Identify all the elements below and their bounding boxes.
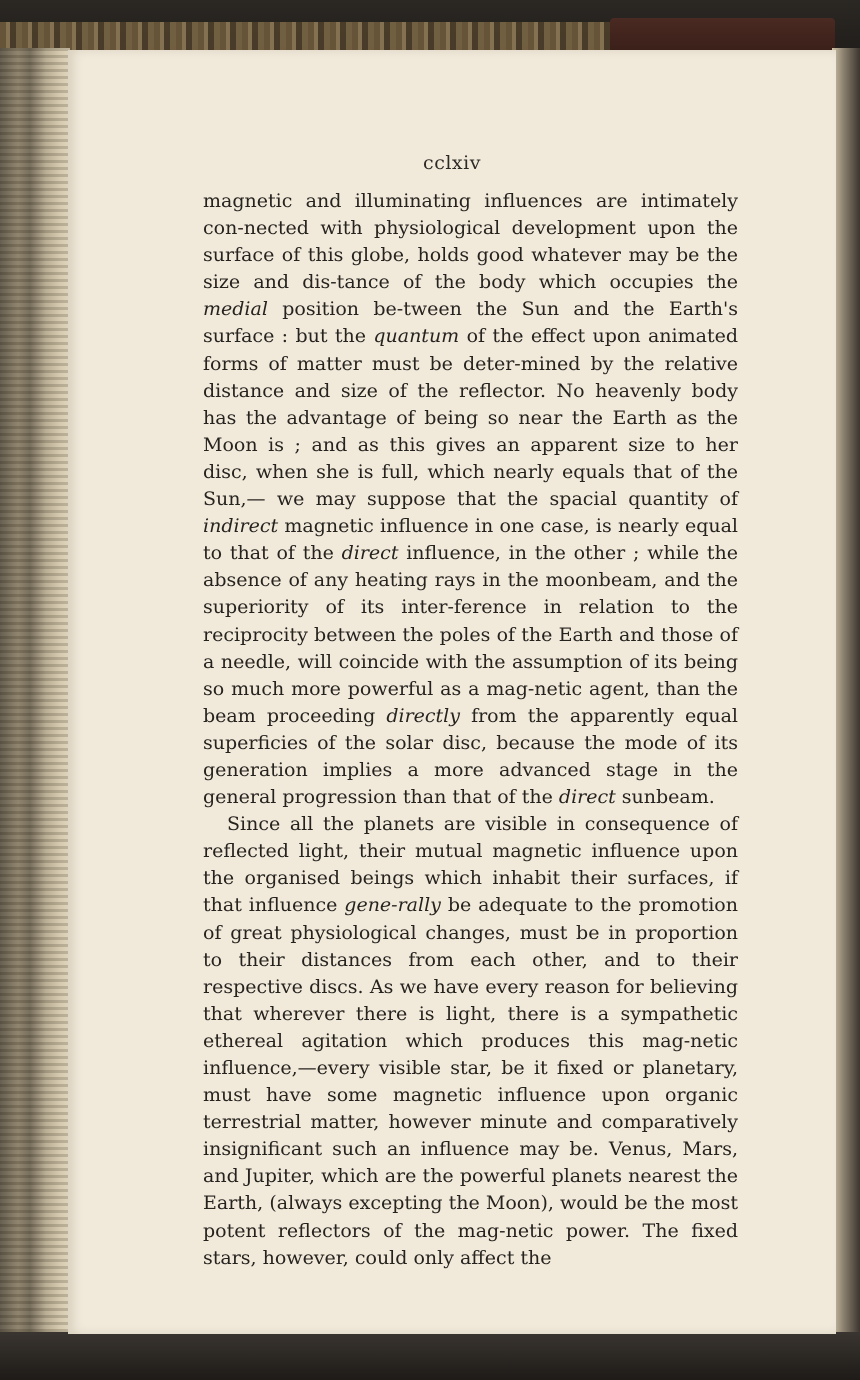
- italic-text: direct: [558, 786, 616, 809]
- italic-text: directly: [386, 704, 460, 727]
- page-edges-left: [0, 48, 70, 1348]
- italic-text: indirect: [203, 515, 279, 538]
- italic-text: gene-rally: [344, 894, 441, 917]
- bookmark-ribbon: [610, 18, 835, 52]
- page-edge-right: [832, 48, 860, 1348]
- book-cover-bottom: [0, 1332, 860, 1380]
- paragraph: Since all the planets are visible in consequence of reflected light, their mutual magnetic influence upon the organised beings which inhabit their surfaces, if that influence gene-rally be adequate to the promotion of great physiological changes, must be in proportion to their distances from each other, and to their respective discs. As we have every reason for believing that wherever there is light, there is a sympathetic ethereal agitation which produces this mag-netic influence,—every visible star, be it fixed or planetary, must have some magnetic influence upon organic terrestrial matter, however minute and comparatively insignificant such an influence may be. Venus, Mars, and Jupiter, which are the powerful planets nearest the Earth, (always excepting the Moon), would be the most potent reflectors of the mag-netic power. The fixed stars, however, could only affect the: [203, 813, 738, 1269]
- italic-text: medial: [203, 298, 268, 321]
- book-page: [68, 50, 836, 1334]
- italic-text: direct: [341, 542, 399, 565]
- italic-text: quantum: [373, 325, 460, 348]
- body-text: [203, 188, 738, 1272]
- page-number: cclxiv: [423, 152, 481, 174]
- paragraph: magnetic and illuminating influences are intimately con-nected with physiological development upon the surface of this globe, holds good whatever may be the size and dis-tance of the body which occupies the medial position be-tween the Sun and the Earth's surface : but the quantum of the effect upon animated forms of matter must be deter-mined by the relative distance and size of the reflector. No heavenly body has the advantage of being so near the Earth as the Moon is ; and as this gives an apparent size to her disc, when she is full, which nearly equals that of the Sun,— we may suppose that the spacial quantity of indirect magnetic influence in one case, is nearly equal to that of the direct influence, in the other ; while the absence of any heating rays in the moonbeam, and the superiority of its inter-ference in relation to the reciprocity between the poles of the Earth and those of a needle, will coincide with the assumption of its being so much more powerful as a mag-netic agent, than the beam proceeding directly from the apparently equal superficies of the solar disc, because the mode of its generation implies a more advanced stage in the general progression than that of the direct sunbeam.: [203, 190, 739, 809]
